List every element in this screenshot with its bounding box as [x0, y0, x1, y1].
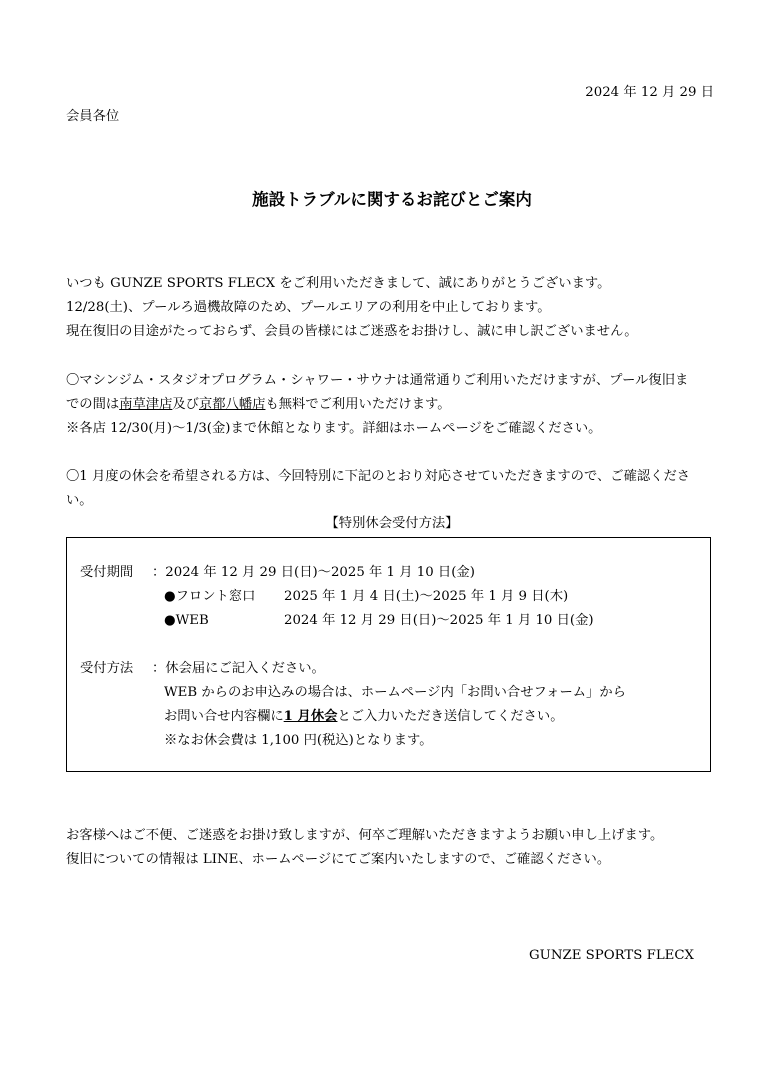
method-value: ：休会届にご記入ください。 — [152, 661, 325, 676]
leave-line-1: 〇1 月度の休会を希望される方は、今回特別に下記のとおり対応させていただきますので、ご確認くださ — [66, 469, 691, 484]
front-label: ●フロント窓口 — [164, 589, 256, 604]
closing-line-2: 復旧についての情報は LINE、ホームページにてご案内いたしますので、ご確認ください。 — [66, 852, 611, 867]
leave-line-2: い。 — [66, 493, 93, 508]
method-label: 受付方法 — [80, 661, 134, 676]
fee-note: ※なお休会費は 1,100 円(税込)となります。 — [164, 733, 433, 748]
box-label: 【特別休会受付方法】 — [325, 516, 459, 531]
web-value: 2024 年 12 月 29 日(日)～2025 年 1 月 10 日(金) — [284, 613, 594, 628]
facilities-line-2-mid: 及び — [172, 397, 199, 412]
inquiry-post: とご入力いただき送信してください。 — [337, 709, 564, 724]
facilities-line-2-post: も無料でご利用いただけます。 — [265, 397, 451, 412]
store-link-kyoto-yawata[interactable]: 京都八幡店 — [198, 397, 266, 412]
addressee: 会員各位 — [66, 109, 120, 124]
web-label: ●WEB — [164, 613, 209, 628]
period-value: ：2024 年 12 月 29 日(日)～2025 年 1 月 10 日(金) — [152, 565, 475, 580]
inquiry-keyword: 1 月休会 — [283, 709, 338, 724]
facilities-line-3: ※各店 12/30(月)～1/3(金)まで休館となります。詳細はホームページをご確認ください。 — [66, 421, 602, 436]
front-value: 2025 年 1 月 4 日(土)～2025 年 1 月 9 日(木) — [284, 589, 569, 604]
signature: GUNZE SPORTS FLECX — [529, 948, 694, 963]
facilities-line-2-pre: での間は — [66, 397, 120, 412]
closing-line-1: お客様へはご不便、ご迷惑をお掛け致しますが、何卒ご理解いただきますようお願い申し上げます。 — [66, 828, 664, 843]
intro-line-1: いつも GUNZE SPORTS FLECX をご利用いただきまして、誠にありがとうございます。 — [66, 276, 611, 291]
period-label: 受付期間 — [80, 565, 134, 580]
store-link-minami-kusatsu[interactable]: 南草津店 — [119, 397, 173, 412]
intro-line-3: 現在復旧の目途がたっておらず、会員の皆様にはご迷惑をお掛けし、誠に申し訳ございません。 — [66, 324, 638, 339]
web-note: WEB からのお申込みの場合は、ホームページ内「お問い合せフォーム」から — [164, 685, 626, 700]
facilities-line-1: 〇マシンジム・スタジオプログラム・シャワー・サウナは通常通りご利用いただけますが、プール復旧ま — [66, 373, 689, 388]
facilities-line-2 — [66, 398, 451, 411]
document-title: 施設トラブルに関するお詫びとご案内 — [252, 190, 532, 209]
inquiry-line — [164, 710, 564, 723]
document-date: 2024 年 12 月 29 日 — [585, 85, 714, 100]
inquiry-pre: お問い合せ内容欄に — [164, 709, 284, 724]
intro-line-2: 12/28(土)、プールろ過機故障のため、プールエリアの利用を中止しております。 — [66, 300, 551, 315]
